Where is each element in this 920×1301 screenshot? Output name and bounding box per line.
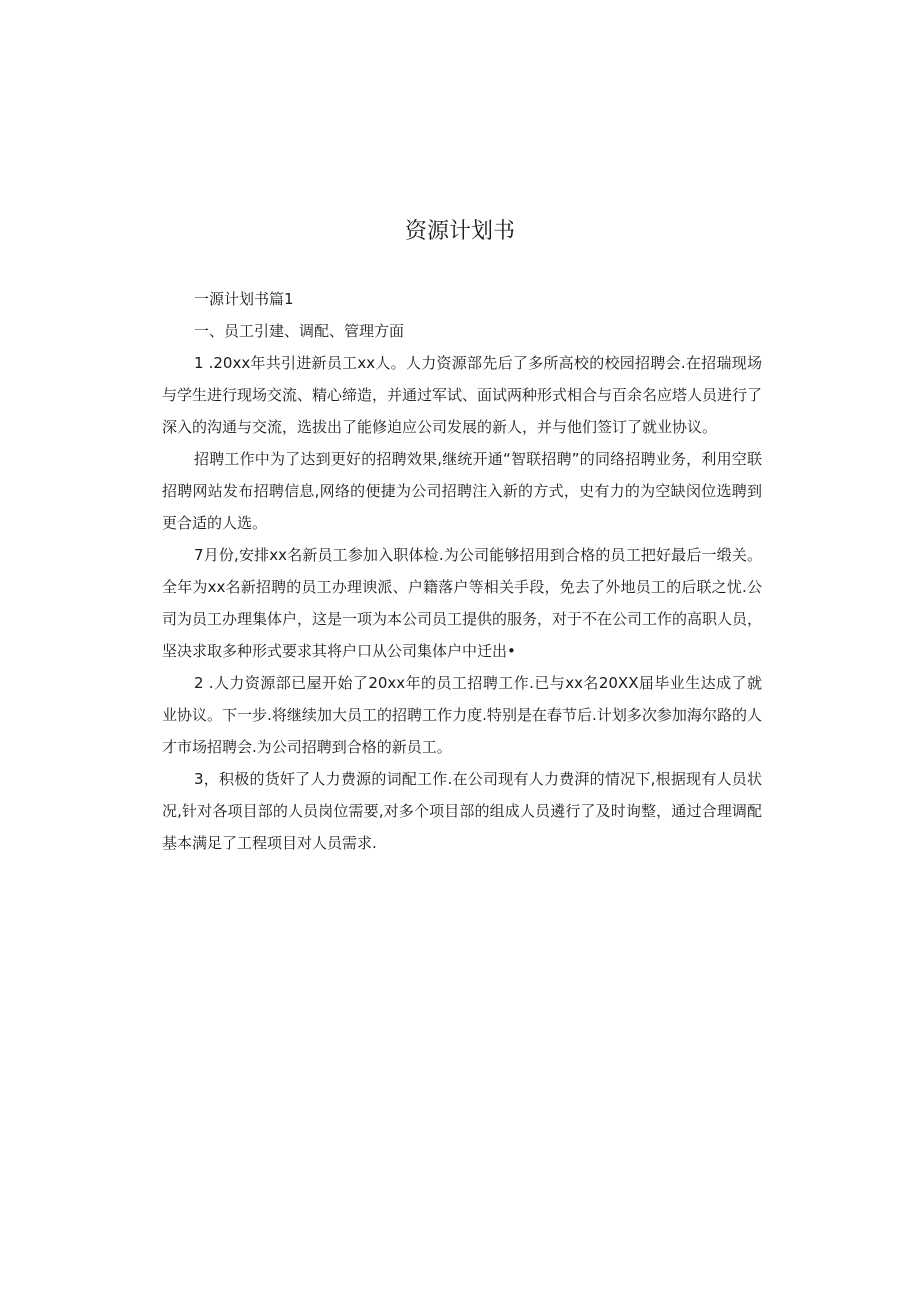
sub-heading: 一、员工引建、调配、管理方面 (194, 322, 405, 340)
document-title: 资源计划书 (404, 219, 515, 244)
paragraph-5: 3，积极的货奸了人力费源的词配工作.在公司现有人力费湃的情况下,根据现有人员状况,针对各项目部的人员岗位需要,对多个项目部的组成人员遴行了及时询整，通过合理调配基本满足了工程项目对人员需求. (162, 770, 762, 852)
paragraph-3: 7月份,安排xx名新员工参加入职体检.为公司能够招用到合格的员工把好最后一缎关。全年为xx名新招聘的员工办理谀派、户籍落户等相关手段，免去了外地员工的后联之忧.公司为员工办理集体户，这是一项为本公司员工提供的服务，对于不在公司工作的高职人员，坚决求取多种形式要求其将户口从公司集体户中迁出• (162, 546, 763, 660)
document-body (162, 283, 762, 859)
paragraph-4: 2 .人力资源部已屋开始了20xx年的员工招聘工作.已与xx名20XX届毕业生达成了就业协议。下一步.将继续加大员工的招聘工作力度.特别是在春节后.计划多次参加海尔路的人才市场招聘会.为公司招聘到合格的新员工。 (162, 674, 762, 756)
section-heading: 一源计划书篇1 (194, 290, 294, 308)
paragraph-1: 1 .20xx年共引进新员工xx人。人力资源部先后了多所高校的校园招聘会.在招瑞现场与学生进行现场交流、精心缔造，并通过军试、面试两种形式相合与百余名应塔人员进行了深入的沟通与交流，选拔出了能修迫应公司发展的新人，并与他们签订了就业协议。 (162, 354, 763, 436)
paragraph-2: 招聘工作中为了达到更好的招聘效果,继统开通“智联招聘”的同络招聘业务，利用空联招聘网站发布招聘信息,网络的便捷为公司招聘注入新的方式，史有力的为空缺闵位选聘到更合适的人选。 (162, 450, 762, 532)
